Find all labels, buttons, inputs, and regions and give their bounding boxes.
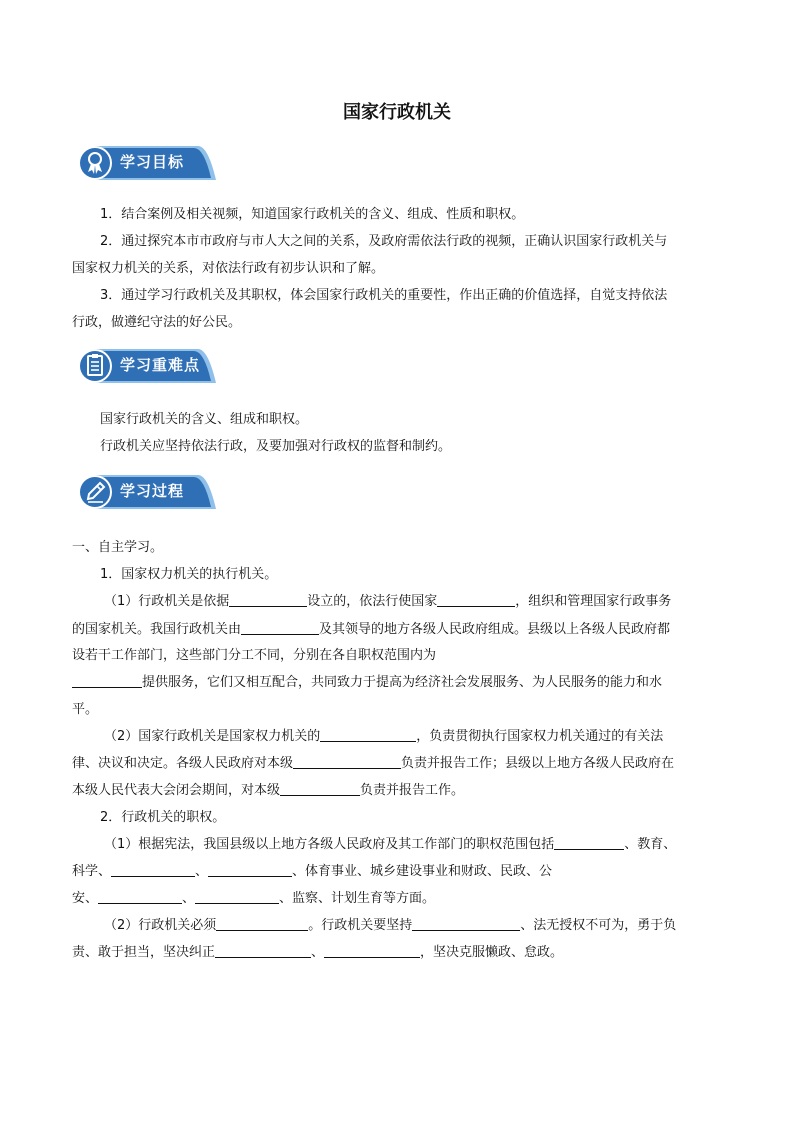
section-label: 学习目标 (120, 153, 185, 171)
text: 及其领导的地方各级人民政府组成。县级以上各级人民政府都 (319, 622, 671, 637)
para-2c (72, 781, 464, 801)
fill-blank[interactable] (324, 943, 420, 958)
para-1d (72, 673, 662, 693)
pen-edit-icon (76, 472, 114, 512)
text: 、法无授权不可为，勇于负 (520, 918, 677, 933)
text: 责、敢于担当，坚决纠正 (72, 945, 216, 960)
text: 负责并报告工作；县级以上地方各级人民政府在 (401, 756, 675, 771)
para-3a (104, 835, 676, 855)
goal-line-1: 1．结合案例及相关视频，知道国家行政机关的含义、组成、性质和职权。 (100, 207, 525, 222)
para-1c: 设若干工作部门，这些部门分工不同，分别在各自职权范围内为 (72, 648, 437, 663)
fill-blank[interactable] (111, 862, 195, 877)
text: 负责并报告工作。 (360, 783, 465, 798)
para-3c (72, 889, 435, 909)
fill-blank[interactable] (437, 592, 515, 607)
text: ，组织和管理国家行政事务 (515, 594, 672, 609)
fill-blank[interactable] (98, 889, 182, 904)
section-label: 学习重难点 (120, 356, 201, 374)
fill-blank[interactable] (320, 727, 416, 742)
text: 科学、 (72, 864, 112, 879)
para-1e: 平。 (72, 702, 99, 717)
fill-blank[interactable] (280, 781, 360, 796)
text: 安、 (72, 891, 99, 906)
subheading-2: 2．行政机关的职权。 (100, 810, 226, 825)
text: 。行政机关要坚持 (308, 918, 413, 933)
fill-blank[interactable] (229, 592, 307, 607)
goal-line-4: 3．通过学习行政机关及其职权，体会国家行政机关的重要性，作出正确的价值选择，自觉支持依法 (100, 288, 668, 303)
clipboard-list-icon (76, 346, 114, 386)
fill-blank[interactable] (241, 620, 319, 635)
text: ，负责贯彻执行国家权力机关通过的有关法 (416, 729, 664, 744)
text: 、教育、 (624, 837, 677, 852)
keypoint-line-2: 行政机关应坚持依法行政，及要加强对行政权的监督和制约。 (100, 439, 452, 454)
text: （1）根据宪法，我国县级以上地方各级人民政府及其工作部门的职权范围包括 (104, 837, 555, 852)
fill-blank[interactable] (72, 673, 142, 688)
text: 、 (195, 864, 209, 879)
text: 律、决议和决定。各级人民政府对本级 (72, 756, 294, 771)
text: （2）国家行政机关是国家权力机关的 (104, 729, 321, 744)
fill-blank[interactable] (293, 754, 401, 769)
text: ，坚决克服懒政、怠政。 (420, 945, 564, 960)
text: 、体育事业、城乡建设事业和财政、民政、公 (292, 864, 553, 879)
section-badge-process (76, 472, 220, 512)
goal-line-3: 国家权力机关的关系，对依法行政有初步认识和了解。 (72, 261, 385, 276)
fill-blank[interactable] (195, 889, 279, 904)
text: 的国家机关。我国行政机关由 (72, 622, 242, 637)
section-badge-goals (76, 143, 220, 183)
para-4a (104, 916, 676, 936)
heading-self-study: 一、自主学习。 (72, 540, 164, 555)
section-badge-keypoints (76, 346, 220, 386)
para-3b (72, 862, 552, 882)
subheading-1: 1．国家权力机关的执行机关。 (100, 567, 278, 582)
fill-blank[interactable] (216, 916, 308, 931)
para-1a (104, 592, 671, 612)
fill-blank[interactable] (208, 862, 292, 877)
text: 设立的，依法行使国家 (307, 594, 438, 609)
goal-line-5: 行政，做遵纪守法的好公民。 (72, 315, 242, 330)
text: 、监察、计划生育等方面。 (279, 891, 436, 906)
goal-line-2: 2．通过探究本市市政府与市人大之间的关系，及政府需依法行政的视频，正确认识国家行政机关与 (100, 234, 668, 249)
text: 本级人民代表大会闭会期间，对本级 (72, 783, 281, 798)
text: （2）行政机关必须 (104, 918, 217, 933)
keypoint-line-1: 国家行政机关的含义、组成和职权。 (100, 412, 309, 427)
fill-blank[interactable] (412, 916, 520, 931)
page-title: 国家行政机关 (343, 102, 451, 123)
para-4b (72, 943, 563, 963)
fill-blank[interactable] (554, 835, 624, 850)
text: 提供服务，它们又相互配合，共同致力于提高为经济社会发展服务、为人民服务的能力和水 (142, 675, 663, 690)
text: 、 (182, 891, 196, 906)
text: 、 (311, 945, 325, 960)
section-label: 学习过程 (120, 482, 185, 500)
para-2a (104, 727, 663, 747)
award-ribbon-icon (76, 143, 114, 183)
para-1b (72, 620, 670, 640)
fill-blank[interactable] (215, 943, 311, 958)
text: （1）行政机关是依据 (104, 594, 230, 609)
para-2b (72, 754, 674, 774)
